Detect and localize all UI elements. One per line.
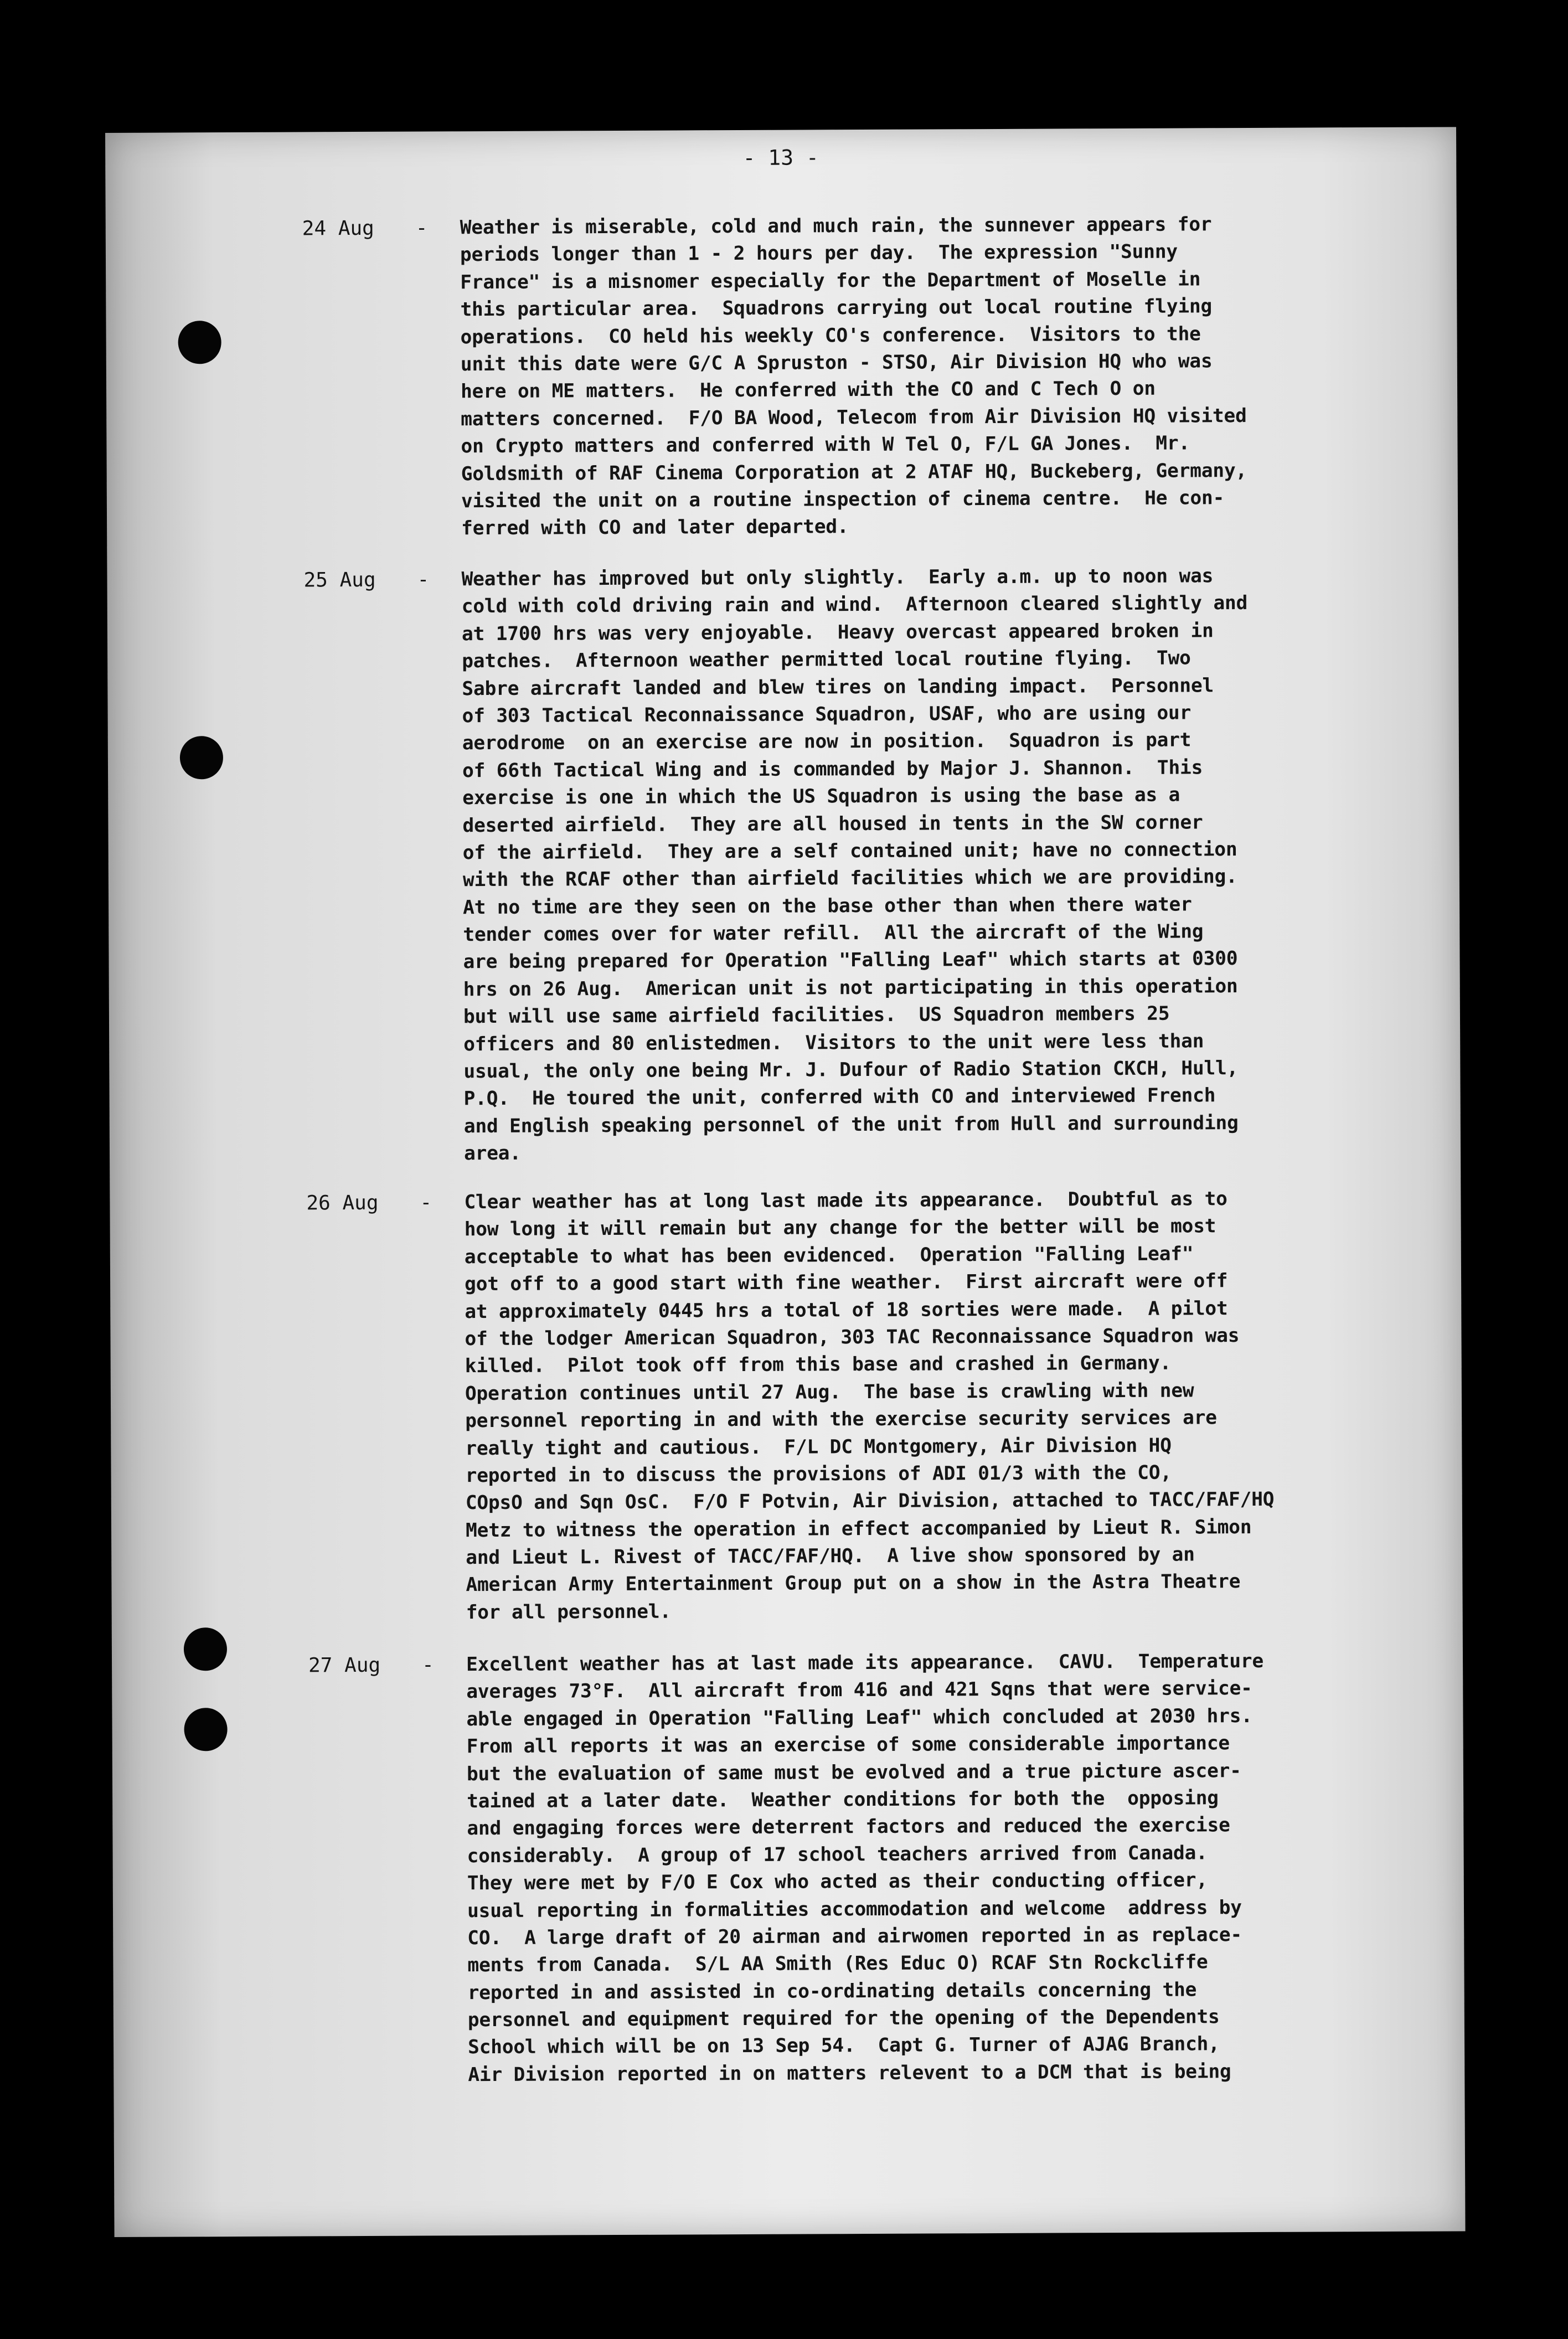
text-line: of the lodger American Squadron, 303 TAC Reconnaissance Squadron was <box>465 1325 1240 1351</box>
text-line: of 303 Tactical Reconnaissance Squadron, USAF, who are using our <box>462 702 1192 728</box>
entry-separator: - <box>421 1653 434 1677</box>
text-line: personnel reporting in and with the exercise security services are <box>465 1407 1217 1433</box>
binder-hole-3 <box>184 1627 227 1671</box>
text-line: France" is a misnomer especially for the Department of Moselle in <box>460 268 1201 293</box>
text-line: Clear weather has at long last made its appearance. Doubtful as to <box>464 1188 1227 1214</box>
text-line: operations. CO held his weekly CO's conference. Visitors to the <box>460 322 1201 348</box>
text-line: reported in to discuss the provisions of ADI 01/3 with the CO, <box>465 1461 1172 1487</box>
binder-hole-4 <box>184 1708 227 1751</box>
text-line: Goldsmith of RAF Cinema Corporation at 2 ATAF HQ, Buckeberg, Germany, <box>461 459 1247 485</box>
text-line: CO. A large draft of 20 airman and airwomen reported in as replace- <box>467 1923 1242 1950</box>
binder-hole-2 <box>180 736 223 779</box>
text-line: periods longer than 1 - 2 hours per day. The expression "Sunny <box>460 240 1178 266</box>
text-line: usual reporting in formalities accommodation and welcome address by <box>467 1896 1242 1922</box>
text-line: at 1700 hrs was very enjoyable. Heavy overcast appeared broken in <box>461 620 1214 645</box>
text-line: averages 73°F. All aircraft from 416 and 421 Sqns that were service- <box>466 1677 1252 1703</box>
text-line: with the RCAF other than airfield facilities which we are providing. <box>462 865 1237 892</box>
text-line: got off to a good start with fine weather. First aircraft were off <box>464 1270 1228 1296</box>
text-line: School which will be on 13 Sep 54. Capt G. Turner of AJAG Branch, <box>468 2033 1220 2059</box>
text-line: American Army Entertainment Group put on a show in the Astra Theatre <box>466 1570 1241 1596</box>
text-line: Weather is miserable, cold and much rain, the sunnever appears for <box>460 213 1212 239</box>
text-line: Excellent weather has at last made its appearance. CAVU. Temperature <box>466 1650 1264 1676</box>
text-line: ferred with CO and later departed. <box>461 516 849 540</box>
text-line: Operation continues until 27 Aug. The base is crawling with new <box>465 1379 1194 1405</box>
text-line: cold with cold driving rain and wind. Afternoon cleared slightly and <box>461 592 1248 618</box>
diary-entry <box>107 561 1458 1165</box>
text-line: visited the unit on a routine inspection of cinema centre. He con- <box>461 487 1225 513</box>
text-line: exercise is one in which the US Squadron is using the base as a <box>462 784 1180 810</box>
text-line: hrs on 26 Aug. American unit is not participating in this operation <box>463 975 1238 1001</box>
text-line: tained at a later date. Weather conditions for both the opposing <box>467 1787 1219 1813</box>
diary-entry <box>112 1647 1463 2086</box>
text-line: usual, the only one being Mr. J. Dufour of Radio Station CKCH, Hull, <box>463 1057 1239 1083</box>
text-line: at approximately 0445 hrs a total of 18 sorties were made. A pilot <box>465 1297 1228 1323</box>
diary-entry <box>110 1184 1461 1624</box>
text-line: for all personnel. <box>466 1600 672 1624</box>
entry-date: 27 Aug <box>308 1653 381 1677</box>
entry-text <box>464 1184 1462 1626</box>
text-line: really tight and cautious. F/L DC Montgomery, Air Division HQ <box>465 1434 1172 1460</box>
text-line: and engaging forces were deterrent factors and reduced the exercise <box>467 1814 1230 1840</box>
text-line: area. <box>463 1142 521 1165</box>
text-line: on Crypto matters and conferred with W Tel O, F/L GA Jones. Mr. <box>461 432 1190 458</box>
text-line: patches. Afternoon weather permitted local routine flying. Two <box>462 647 1191 673</box>
page-number: - 13 - <box>742 145 819 170</box>
entry-text <box>461 561 1461 1167</box>
text-line: Weather has improved but only slightly. Early a.m. up to noon was <box>461 565 1214 591</box>
text-line: COpsO and Sqn OsC. F/O F Potvin, Air Division, attached to TACC/FAF/HQ <box>465 1488 1275 1514</box>
entry-text <box>466 1647 1464 2089</box>
text-line: but will use same airfield facilities. US Squadron members 25 <box>463 1002 1170 1028</box>
diary-entry <box>106 210 1457 540</box>
text-line: killed. Pilot took off from this base and crashed in Germany. <box>465 1352 1172 1378</box>
entry-separator: - <box>420 1191 432 1214</box>
text-line: acceptable to what has been evidenced. Operation "Falling Leaf" <box>464 1243 1194 1268</box>
text-line: of 66th Tactical Wing and is commanded by Major J. Shannon. This <box>462 756 1203 782</box>
text-line: personnel and equipment required for the opening of the Dependents <box>467 2006 1220 2032</box>
text-line: but the evaluation of same must be evolved and a true picture ascer- <box>466 1759 1241 1785</box>
text-line: able engaged in Operation "Falling Leaf" which concluded at 2030 hrs. <box>466 1704 1252 1730</box>
text-line: reported in and assisted in co-ordinating details concerning the <box>467 1979 1197 2004</box>
text-line: Sabre aircraft landed and blew tires on landing impact. Personnel <box>462 674 1214 700</box>
text-line: Air Division reported in on matters relevent to a DCM that is being <box>468 2060 1231 2086</box>
text-line: matters concerned. F/O BA Wood, Telecom from Air Division HQ visited <box>461 404 1247 430</box>
text-line: and Lieut L. Rivest of TACC/FAF/HQ. A live show sponsored by an <box>466 1543 1195 1569</box>
text-line: tender comes over for water refill. All the aircraft of the Wing <box>463 920 1204 946</box>
text-line: deserted airfield. They are all housed in tents in the SW corner <box>462 811 1203 837</box>
text-line: unit this date were G/C A Spruston - STSO, Air Division HQ who was <box>460 350 1213 376</box>
text-line: of the airfield. They are a self contained unit; have no connection <box>462 838 1237 864</box>
text-line: how long it will remain but any change for the better will be most <box>464 1215 1216 1241</box>
entry-text <box>460 210 1458 543</box>
text-line: are being prepared for Operation "Falling Leaf" which starts at 0300 <box>463 947 1238 973</box>
text-line: considerably. A group of 17 school teachers arrived from Canada. <box>467 1842 1208 1867</box>
entry-date: 25 Aug <box>303 568 376 592</box>
text-line: P.Q. He toured the unit, conferred with CO and interviewed French <box>463 1084 1216 1110</box>
entry-separator: - <box>415 217 428 240</box>
text-line: this particular area. Squadrons carrying out local routine flying <box>460 295 1213 321</box>
text-line: aerodrome on an exercise are now in position. Squadron is part <box>462 729 1192 755</box>
text-line: here on ME matters. He conferred with the CO and C Tech O on <box>460 378 1156 403</box>
entry-date: 26 Aug <box>306 1191 379 1215</box>
text-line: ments from Canada. S/L AA Smith (Res Educ O) RCAF Stn Rockcliffe <box>467 1951 1208 1977</box>
entry-date: 24 Aug <box>302 217 374 240</box>
text-line: They were met by F/O E Cox who acted as their conducting officer, <box>467 1869 1208 1895</box>
text-line: At no time are they seen on the base other than when there water <box>463 893 1192 919</box>
binder-hole-1 <box>178 321 221 364</box>
text-line: Metz to witness the operation in effect accompanied by Lieut R. Simon <box>465 1516 1252 1542</box>
entry-separator: - <box>417 568 430 591</box>
text-line: officers and 80 enlistedmen. Visitors to the unit were less than <box>463 1029 1204 1055</box>
text-line: From all reports it was an exercise of some considerable importance <box>466 1732 1230 1758</box>
document-page <box>105 127 1466 2237</box>
text-line: and English speaking personnel of the unit from Hull and surrounding <box>463 1111 1239 1138</box>
